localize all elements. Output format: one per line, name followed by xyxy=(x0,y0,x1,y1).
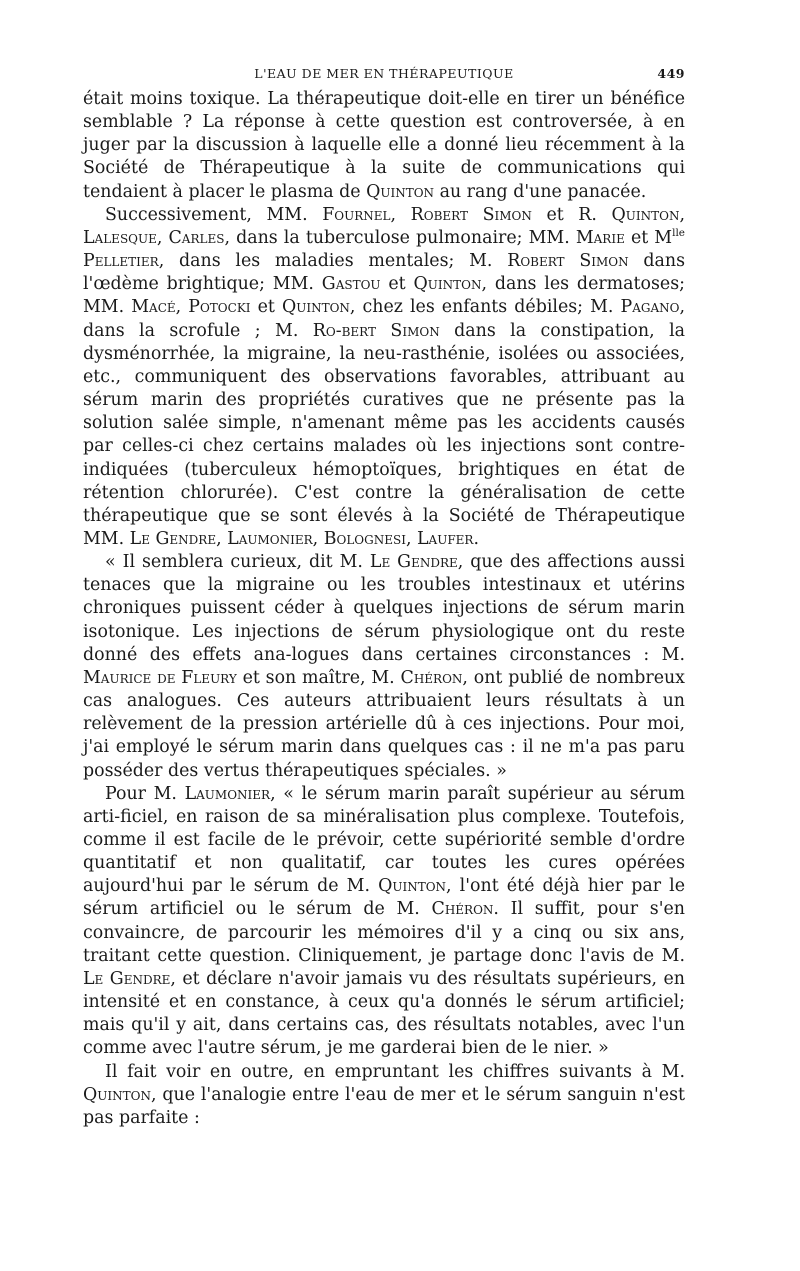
author-name: Le Gendre xyxy=(83,968,171,989)
paragraph-text: , xyxy=(216,528,228,549)
author-name: Le Gendre xyxy=(129,528,217,549)
paragraph-text: et xyxy=(250,297,282,318)
paragraph-text: , que l'analogie entre l'eau de mer et le sérum sanguin n'est pas parfaite : xyxy=(83,1084,685,1128)
paragraph-text: et xyxy=(380,274,414,295)
paragraph-text: et son maître, M. xyxy=(236,667,401,688)
paragraph-text: , dans les dermatoses; MM. xyxy=(83,274,685,318)
paragraph-text: Il fait voir en outre, en empruntant les chiffres suivants à M. xyxy=(105,1061,685,1082)
author-name: Quinton xyxy=(83,1084,151,1105)
superscript: lle xyxy=(672,227,685,240)
author-name: Le Gendre xyxy=(369,552,458,573)
paragraph-text: , « le sérum marin paraît supérieur au sérum arti-ficiel, en raison de sa minéralisation plus complexe. Toutefois, comme il est facile de le prévoir, cette supériorité semble d'ordre quantitatif et non qualitatif, car toutes les cures opérées aujourd'hui par le sérum de M. xyxy=(83,783,686,897)
author-name: Pagano xyxy=(620,297,680,318)
paragraph-text: et R. xyxy=(531,204,612,225)
paragraph-text: , dans les maladies mentales; M. xyxy=(158,251,508,272)
paragraph-text: dans l'œdème brightique; MM. xyxy=(83,251,685,295)
paragraph-text: , dans la tuberculose pulmonaire; MM. xyxy=(224,227,576,248)
author-name: Lalesque xyxy=(83,227,157,248)
author-name: Macé xyxy=(131,297,176,318)
author-name: Potocki xyxy=(188,297,251,318)
paragraph-2 xyxy=(83,204,685,551)
author-name: Laufer xyxy=(417,528,474,549)
paragraph-text: « Il semblera curieux, dit M. xyxy=(105,552,370,573)
paragraph-text: , que des affections aussi tenaces que la migraine ou les troubles intestinaux et utérins chroniques puissent céder à quelques injections de sérum marin isotonique. Les injections de sérum physiologique ont du reste donné des effets ana-logues dans certaines circonstances : M. xyxy=(83,552,685,665)
author-name: Robert Simon xyxy=(410,204,532,225)
paragraph-text: . xyxy=(473,528,479,549)
author-name: Laumonier xyxy=(184,783,271,804)
author-name: Gastou xyxy=(321,274,381,295)
paragraph-text: , xyxy=(405,528,417,549)
running-title: L'EAU DE MER EN THÉRAPEUTIQUE xyxy=(254,66,514,81)
author-name: Ro-bert Simon xyxy=(312,320,440,341)
paragraph-text: , ont publié de nombreux cas analogues. Ces auteurs attribuaient leurs résultats à un relèvement de la pression artérielle dû à ces injections. Pour moi, j'ai employé le sérum marin dans quelques cas : il ne m'a pas paru posséder des vertus thérapeutiques spéciales. » xyxy=(83,667,685,781)
paragraph-text: dans la constipation, la dysménorrhée, la migraine, la neu-rasthénie, isolées ou associées, etc., communiquent des observations favorables, attribuant au sérum marin des propriétés curatives que ne présente pas la solution salée simple, n'amenant même pas les accidents causés par celles-ci chez certains malades où les injections sont contre-indiquées (tuberculeux hémoptoïques, brightiques en état de rétention chlorurée). C'est contre la généralisation de cette thérapeutique que se sont élevés à la Société de Thérapeutique MM. xyxy=(83,320,685,549)
author-name: Chéron xyxy=(431,899,494,920)
paragraph-5 xyxy=(83,1061,685,1130)
author-name: Marie xyxy=(575,227,625,248)
paragraph-text: , xyxy=(175,297,189,318)
author-name: Quinton xyxy=(413,274,482,295)
paragraph-text: , xyxy=(156,227,169,248)
author-name: Chéron xyxy=(400,667,463,688)
paragraph-text: , dans la scrofule ; M. xyxy=(83,297,686,341)
paragraph-text: . Il suffit, pour s'en convaincre, de parcourir les mémoires d'il y a cinq ou six ans, traitant cette question. Cliniquement, je partage donc l'avis de M. xyxy=(83,899,685,966)
paragraph-4 xyxy=(83,783,685,1061)
author-name: Pelletier xyxy=(83,251,159,272)
body-text xyxy=(83,88,685,1130)
paragraph-text: , xyxy=(390,204,411,225)
author-name: Quinton xyxy=(281,297,350,318)
paragraph-text: , et déclare n'avoir jamais vu des résultats supérieurs, en intensité et en constance, à ceux qu'a donnés le sérum artificiel; mais qu'il y ait, dans certains cas, des résultats notables, avec l'un comme avec l'autre sérum, je me garderai bien de le nier. » xyxy=(83,968,686,1059)
paragraph-text: , xyxy=(312,528,324,549)
author-name: Quinton xyxy=(378,876,447,897)
author-name: Maurice de Fleury xyxy=(83,667,237,688)
paragraph-3 xyxy=(83,551,685,783)
author-name: Quinton xyxy=(611,204,680,225)
author-name: Robert Simon xyxy=(507,251,629,272)
running-head xyxy=(83,66,685,88)
paragraph-text: et M xyxy=(624,227,673,248)
page-number: 449 xyxy=(657,66,685,81)
paragraph-1 xyxy=(83,88,685,204)
paragraph-text: , chez les enfants débiles; M. xyxy=(349,297,621,318)
author-name: Quinton xyxy=(366,181,435,202)
paragraph-text: , l'ont été déjà hier par le sérum artificiel ou le sérum de M. xyxy=(83,876,685,920)
book-page xyxy=(83,66,685,1130)
author-name: Fournel xyxy=(322,204,391,225)
author-name: Carles xyxy=(168,227,225,248)
paragraph-text: Pour M. xyxy=(105,783,185,804)
author-name: Bolognesi xyxy=(323,528,406,549)
author-name: Laumonier xyxy=(227,528,313,549)
paragraph-text: , xyxy=(679,204,685,225)
paragraph-text: était moins toxique. La thérapeutique doit-elle en tirer un bénéfice semblable ? La réponse à cette question est controversée, à en juger par la discussion à laquelle elle a donné lieu récemment à la Société de Thérapeutique à la suite de communications qui tendaient à placer le plasma de xyxy=(83,89,685,202)
paragraph-text: au rang d'une panacée. xyxy=(434,181,647,202)
paragraph-text: Successivement, MM. xyxy=(105,204,323,225)
